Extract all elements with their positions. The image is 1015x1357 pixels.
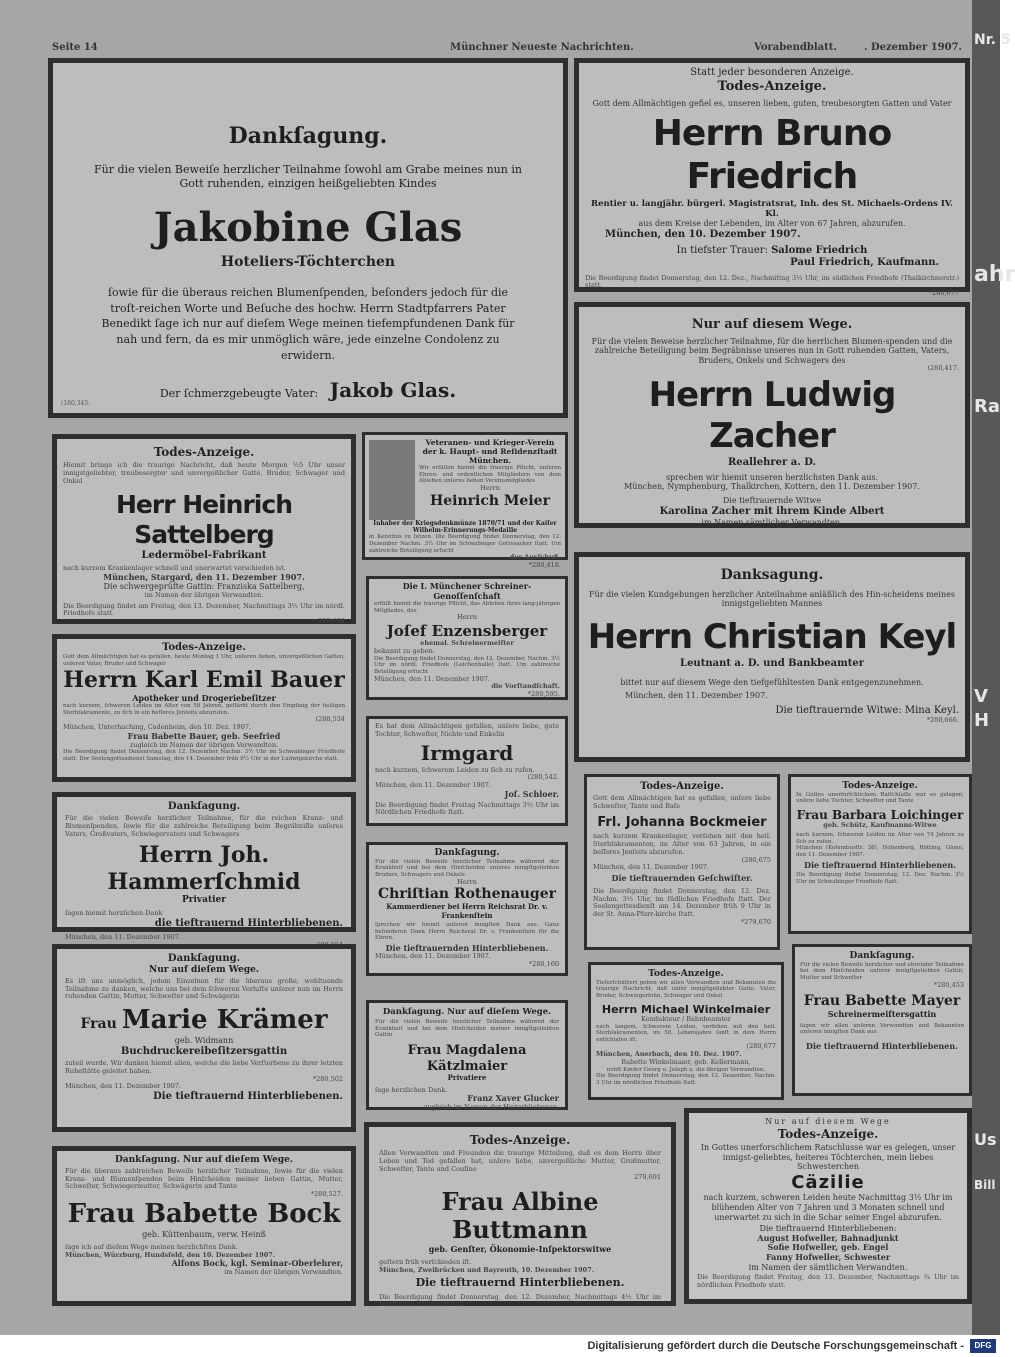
notice-intro: Es iſt uns unmöglich, jedem Einzelnen für die überaus große, wohltuende Teilnahme zu danken, welche uns bei dem ſchweren Verluſte unſerer nun im Herrn ruhenden Gattin, Mutter, Schweſter und Schwägerin: [65, 976, 343, 1001]
notice-line: nach langem, ſchwerem Leiden, verſehen mit den heil. Sterbſakramenten, im 58. Lebensjahre ſanft in dem Herrn entſchlafen iſt.: [596, 1023, 776, 1043]
burial-info: in Kenntnis zu ſetzen. Die Beerdigung findet Donnerstag, den 12. Dezember Nachm. 3½ Uhr im Schwabinger Gottesacker ſtatt. Um zahlreiche Beteiligung erſucht: [369, 534, 561, 554]
notice-jakobine-glas: [48, 58, 568, 418]
ad-code: *280,595.: [527, 690, 560, 699]
notice-line: aus dem Kreise der Lebenden, im Alter von 67 Jahren, abzurufen.: [638, 218, 906, 228]
mourner-name: Die tieftrauernde Witwe: Mina Keyl.: [775, 704, 959, 716]
notice-ludwig-zacher: [574, 302, 970, 528]
ad-code: (280,534: [315, 715, 345, 724]
page-number: Seite 14: [52, 42, 98, 53]
notice-line: zuteil wurde. Wir danken hiemit allen, welche die liebe Verſtorbene zu ihrer letzten Ruheſtätte geleitet haben.: [65, 1058, 343, 1075]
mourner-name: Sofie Hofweller, geb. Engel: [767, 1242, 889, 1253]
mourners-label: Die tieftrauernden Geſchwiſter.: [611, 873, 753, 884]
notice-line: im Namen der übrigen Verwandten.: [224, 1267, 343, 1276]
notice-title: Nur auf diesem Wege.: [691, 317, 853, 332]
deceased-name: Herrn Bruno Friedrich: [652, 113, 892, 198]
mourners-label: Die tieftrauernd Hinterbliebenen:: [759, 1224, 897, 1234]
notice-line: im Namen sämtlicher Verwandten.: [701, 517, 843, 527]
notice-line: nach kurzem Krankenlager, verſehen mit den heil. Sterbſakramenten, im Alter von 63 Jahren, in ein beſſeres Jenſeits abzurufen.: [593, 832, 771, 856]
mourners-label: In tiefster Trauer:: [676, 244, 768, 256]
notice-magdalena-kaetzlmaier: [366, 1000, 568, 1110]
notice-title: Dankſagung.: [228, 123, 388, 149]
mourner-name: Alfons Bock, kgl. Seminar-Oberlehrer,: [171, 1258, 343, 1269]
deceased-name: Frl. Johanna Bockmeier: [597, 814, 767, 830]
association-name: Die I. Münchener Schreiner-Genoſſenſchaft: [402, 581, 532, 601]
notice-intro: In Gottes unerforſchlichem Ratſchluſſe war es gelegen, unſere liebe Tochter, Schweſter und Tante: [796, 791, 964, 805]
notice-text-column: [419, 438, 561, 520]
deceased-title: Privatier: [181, 895, 227, 906]
notice-body: ſowie für die überaus reichen Blumenſpenden, beſonders jedoch für die troſt-reichen Worte und Beſuche des hochw. Herrn Stadtpfarrers Pater Benedikt ſage ich nur auf dieſem Wege meinen tiefempfundenen Dank für nah und fern, da es mir unmöglich wäre, jede einzelne Condolenz zu erwidern.: [101, 285, 515, 363]
deceased-name-line: [65, 1005, 343, 1036]
deceased-name: Heinrich Meier: [430, 492, 550, 509]
mourner-name: Paul Friedrich, Kaufmann.: [790, 256, 939, 268]
edge-text: Ra: [974, 396, 1001, 417]
ad-code: *280,527.: [310, 1190, 343, 1199]
notice-line: bekannt zu geben.: [374, 646, 435, 655]
dfg-logo: DFG: [970, 1339, 996, 1353]
notice-intro: Für die vielen Beweiſe herzlicher Teilnahme während der Krankheit und bei dem Hinſcheiden meiner innigſtgeliebten Gattin: [375, 1019, 559, 1039]
ad-code: 280,664: [318, 617, 345, 626]
notice-intro: Für die vielen Beweiſe herzlicher und ehrender Teilnahme bei dem Hinſcheiden unſerer innigſtgeliebten Gattin, Mutter und Schweſter: [800, 961, 964, 981]
mourners-label: Die tieftrauernde Witwe: [722, 495, 822, 505]
ad-code: (280,542.: [527, 773, 559, 782]
notice-intro: Es hat dem Allmächtigen gefallen, unſere liebe, gute Tochter, Schweſter, Nichte und Enkelin: [375, 722, 559, 738]
deceased-name: Frau Barbara Loichinger: [796, 807, 964, 822]
notice-line: bittet nur auf diesem Wege den tiefgefühltesten Dank entgegenzunehmen.: [620, 677, 924, 687]
burial-info: Die Beerdigung findet Donnerstag, den 12. Dezember, Nachm. 3½ Uhr im nördl. Friedhofe (Leichenhalle) ſtatt. Um zahlreiche Beteiligung erſucht: [374, 655, 560, 675]
notice-place-date: München, Unterhaching, Cadenheim, den 10. Dez. 1907.: [63, 723, 252, 732]
notice-title: Dankſagung. Nur auf dieſem Wege.: [114, 1155, 294, 1165]
burial-info: Die Beerdigung findet Donnerstag, den 12. Dezember Nachm. 3½ Uhr im Schwabinger Friedhofe statt. Der Seelengottesdienst Samstag, den 14. Dezember früh 9½ Uhr in der Ludwigskirche statt.: [63, 749, 345, 762]
notice-josef-enzensberger: [366, 576, 568, 700]
mourners-label: Die tieftrauernd Hinterbliebenen.: [806, 1040, 958, 1051]
deceased-title: ehemal. Schreinermeiſter: [420, 639, 514, 648]
notice-line: nach kurzem Krankenlager schnell und unerwartet verschieden ist.: [63, 563, 286, 572]
burial-info: Die Beerdigung findet Donnerstag, 12. Dez. Nachm. 3½ Uhr im Schwabinger Friedhofe ſtatt.: [796, 872, 964, 885]
notice-intro: erfüllt hiemit die traurige Pflicht, das Ableben ihres lang-jährigen Mitgliedes, des: [374, 601, 560, 614]
notice-intro: Für die vielen Beweiſe herzlicher Teilnahme ſowohl am Grabe meines nun in Gott ruhenden, einzigen heißgeliebten Kindes: [94, 163, 522, 190]
notice-line: ſage herzlichen Dank.: [375, 1085, 448, 1094]
deceased-birth-name: geb. Widmann: [174, 1036, 234, 1046]
edge-text: Bill: [974, 1178, 996, 1192]
burial-info: Die Beerdigung findet Donnerstag, den 12. Dezember, Nachmittags 4½ Uhr im nördlichen Friedhofe ſtatt.: [379, 1292, 661, 1309]
burial-info: Die Beerdigung findet Donnerstag, den 12. Dezember, Nachm. 3 Uhr im nördlichen Friedhofe ſtatt.: [596, 1073, 776, 1086]
notice-place-date: München, den 11. Dezember 1907.: [625, 691, 768, 701]
deceased-name: Marie Krämer: [121, 1005, 328, 1036]
deceased-title: Schreinermeiſtersgattin: [827, 1009, 937, 1020]
notice-albine-buttmann: [364, 1122, 676, 1309]
notice-christian-rothenauger: [366, 842, 568, 976]
deceased-birth-name: geb. Küttenbaum, verw. Heinß: [142, 1230, 266, 1240]
deceased-name: Herrn Karl Emil Bauer: [63, 667, 345, 694]
notice-barbara-loichinger: [788, 774, 972, 934]
notice-intro: Für die vielen Kundgebungen herzlicher Anteilnahme anläßlich des Hin-scheidens meines innigstgeliebten Mannes: [589, 589, 955, 609]
ad-code: (280,675: [741, 855, 771, 864]
deceased-title: Rentier u. langjähr. bürgerl. Magistratsrat, Inh. des St. Michaels-Ordens IV. Kl.: [591, 198, 953, 219]
notice-heinrich-meier: [362, 432, 568, 569]
deceased-name: Herrn Ludwig Zacher: [648, 375, 896, 456]
notice-intro: Gott dem Allmächtigen hat es gefallen, heute Montag 1 Uhr, unſeren lieben, unvergeßlichen Gatten, unſeren Vater, Bruder und Schwager: [63, 654, 345, 667]
burial-info: Die Beerdigung findet am Freitag, den 13. Dezember, Nachmittags 3½ Uhr im nördl. Friedhofe statt.: [63, 601, 345, 618]
notice-intro: Allen Verwandten und Freunden die traurige Mitteilung, daß es dem Herrn über Leben und Tod gefallen hat, unſere liebe, unvergeßliche Mutter, Großmutter, Schweſter, Tante und Couſine: [379, 1149, 661, 1173]
notice-babette-mayer: [792, 944, 972, 1096]
mourner-name: Fanny Hofweller, Schwester: [765, 1251, 891, 1262]
deceased-title: Reallehrer a. D.: [727, 456, 816, 468]
notice-place-date: München, den 11. Dezember 1907.: [65, 1082, 181, 1091]
notice-line: ſprechen wir hiemit unſeren innigſten Dank aus. Ganz beſonderen Dank Herrn Reichsrat Dr. v. Frankenſtein für die Ehren.: [375, 921, 559, 942]
notice-line: nach kurzem, ſchweren Leiden im Alter von 58 Jahren, geſtärkt durch den Empfang der heiligen Sterbſakramente, zu ſich in ein beſſeres Jenſeits abzurufen.: [63, 703, 345, 716]
deceased-title: Privatiere: [447, 1073, 487, 1083]
deceased-title: geb. Genſter, Ökonomie-Inſpektorswitwe: [428, 1244, 612, 1255]
notice-intro: Gott dem Allmächtigen hat es gefallen, unſere liebe Schweſter, Tante und Baſe: [593, 794, 771, 810]
notice-heinrich-sattelberg: [52, 434, 356, 624]
notice-line: zugleich im Namen der Hinterbliebenen.: [424, 1102, 559, 1111]
deceased-name: Herrn Michael Winkelmaier: [601, 1002, 771, 1016]
signatory: die Vorſtandſchaft.: [491, 682, 560, 691]
burial-info: Die Beerdigung findet Freitag, den 13. Dezember, Nachmittags ¾ Uhr im nördlichen Friedhofe statt.: [697, 1273, 959, 1289]
deceased-title: Inhaber der Kriegsdenkmünze 1870/71 und der Kaiſer Wilhelm-Erinnerungs-Medaille: [373, 520, 557, 535]
signature-line: [93, 378, 523, 402]
notice-intro: Gott dem Allmächtigen gefiel es, unseren lieben, guten, treubesorgten Gatten und Vater: [592, 98, 952, 108]
notice-caezilie: [684, 1108, 972, 1304]
notice-title: Dankſagung.: [167, 801, 241, 812]
ad-code: *280,453: [933, 980, 964, 989]
mourner-name: Die schwergeprüfte Gattin: Franziska Sattelberg,: [103, 582, 305, 592]
mourner-name: Salome Friedrich: [771, 244, 868, 256]
notice-title: Todes-Anzeige.: [153, 445, 255, 459]
deceased-title: Hoteliers-Töchterchen: [220, 253, 396, 270]
signatory: der Ausſchuß.: [509, 553, 561, 562]
ad-code: *280,160: [528, 960, 559, 969]
mourner-name: Karolina Zacher mit ihrem Kinde Albert: [659, 505, 885, 517]
notice-intro: Wir erfüllen hiemit die traurige Pflicht, unſeren Ehren- und ordentlichen Mitgliedern von dem Ableben unſeres lieben Vereinsmitgliedes: [419, 465, 561, 485]
notice-line: zugleich im Namen der übrigen Verwandten.: [129, 740, 279, 749]
newspaper-title: Münchner Neueste Nachrichten.: [450, 42, 634, 53]
notice-line: im Namen der sämtlichen Verwandten.: [748, 1262, 908, 1272]
notice-line: Herrn: [457, 613, 477, 622]
deceased-title: Buchdruckereibeſitzersgattin: [120, 1045, 288, 1057]
deceased-title: Ledermöbel-Fabrikant: [141, 549, 267, 561]
notice-place-date: München, Auerbach, den 10. Dez. 1907.: [596, 1050, 742, 1059]
notice-johanna-bockmeier: [584, 774, 780, 950]
notice-line: sprechen wir hiemit unseren herzlichsten Dank aus.: [665, 472, 879, 482]
notice-place-date: München (Kolumbusſtr. 38), Hohenberg, Rötting, Glonn, den 11. Dezember 1907.: [796, 845, 964, 858]
notice-place-date: München, Stargard, den 11. Dezember 1907.: [103, 571, 305, 582]
deceased-title: Kammerdiener bei Herrn Reichsrat Dr. v. Frankenſtein: [386, 902, 548, 920]
notice-marie-kraemer: [52, 944, 356, 1132]
deceased-title: Apotheker und Drogeriebeſitzer: [132, 692, 276, 703]
notice-line: im Namen der übrigen Verwandten.: [144, 590, 264, 599]
notice-subtitle: Nur auf dieſem Wege.: [149, 965, 259, 975]
mourners-line: [585, 245, 959, 257]
deceased-name: Herr Heinrich Sattelberg: [115, 489, 292, 549]
association-name: Veteranen- und Krieger-Verein der k. Haupt- und Reſidenzſtadt München.: [422, 438, 558, 465]
notice-place-date: München, den 11. Dezember 1907.: [593, 863, 709, 872]
deceased-name: Frau Babette Mayer: [803, 993, 961, 1010]
notice-title: Dankſagung.: [167, 953, 241, 964]
deceased-name: Herrn Christian Keyl: [587, 616, 957, 657]
notice-intro: Für die vielen Beweiſe herzlicher Teilnahme während der Krankheit und bei dem Hinſcheiden unſeres innigſtgeliebten Bruders, Schwagers und Onkels: [375, 858, 559, 878]
deceased-name: Herrn Joh. Hammerſchmid: [107, 842, 301, 895]
mourner-name: Joſ. Schloer.: [504, 788, 559, 799]
notice-line: ſagen hiemit herzlichen Dank: [65, 908, 163, 917]
deceased-title: geb. Schütz, Kaufmanns-Witwe: [823, 821, 937, 830]
ad-code: (180,345.: [61, 399, 91, 407]
notice-title: Danksagung.: [720, 567, 824, 583]
edge-text: H: [974, 710, 990, 731]
deceased-name: Frau Babette Bock: [67, 1198, 341, 1229]
notice-place-date: München, den 11. Dezember 1907.: [374, 674, 490, 683]
veterans-emblem-icon: [369, 440, 415, 520]
mourner-name: Frau Babette Bauer, geb. Seefried: [127, 730, 281, 741]
notice-michael-winkelmaier: [588, 962, 784, 1100]
edition-label: Vorabendblatt.: [754, 42, 837, 53]
mourner-name: Franz Xaver Glucker: [467, 1093, 559, 1104]
mourners-label: Die tieftrauernden Hinterbliebenen.: [385, 942, 549, 953]
ad-code: *280,677: [928, 289, 959, 298]
notice-line: geſtern früh verſchieden iſt.: [379, 1257, 472, 1266]
mourners-label: die tieftrauernd Hinterbliebenen.: [154, 917, 343, 929]
funding-note: Digitalisierung gefördert durch die Deutsche Forschungsgemeinschaft -: [587, 1340, 964, 1352]
notice-place-date: München, Nymphenburg, Thalkirchen, Kottern, den 11. Dezember 1907.: [624, 482, 920, 492]
deceased-title: Leutnant a. D. und Bankbeamter: [680, 657, 864, 669]
issue-date: . Dezember 1907.: [864, 42, 963, 53]
edge-text: V: [974, 686, 988, 707]
mourner-name: August Hofweller, Bahnadjunkt: [757, 1232, 899, 1243]
notice-line: ſage ich auf dieſem Wege meinen herzlichſten Dank.: [65, 1242, 238, 1251]
deceased-name: Frau Magdalena Kätzlmaier: [407, 1042, 527, 1074]
notice-intro: Für die überaus zahlreichen Beweiſe herzlicher Teilnahme, ſowie für die vielen Kranz- und Blumenſpenden beim Hinſcheiden meiner lieben Gattin, Mutter, Schweſter, Schwiegermutter, Schwägerin und Tante: [65, 1166, 343, 1191]
ad-code: 279,691: [634, 1172, 661, 1181]
notice-title: Dankſagung.: [434, 848, 500, 858]
notice-babette-bock: [52, 1146, 356, 1306]
notice-intro: Für die vielen Beweise herzlicher Teilnahme, für die herrlichen Blumen-spenden und die zahlreiche Beteiligung beim Begräbnisse unseres nun in Gott ruhenden Gatten, Vaters, Bruders, Onkels und Schwagers des: [591, 336, 953, 365]
notice-header: Nur auf diesem Wege: [765, 1117, 891, 1126]
notice-christian-keyl: [574, 552, 970, 762]
notice-row: [369, 438, 561, 520]
digitization-footer: [0, 1335, 1000, 1357]
notice-intro: Für die vielen Beweiſe herzlicher Teilnahme, für die reichen Kranz- und Blumenſpenden, ſowie für die zahlreiche Beteiligung beim Begräbniſſe unſeres Vaters, Großvaters, Schwiegervaters und Schwagers: [65, 814, 343, 838]
notice-place-date: München, den 11. Dezember 1907.: [65, 932, 181, 941]
notice-title: Dankſagung.: [849, 951, 915, 961]
notice-irmgard: [366, 716, 568, 826]
notice-karl-emil-bauer: [52, 634, 356, 782]
mourners-label: Die tieftrauernd Hinterbliebenen.: [153, 1091, 343, 1103]
notice-bruno-friedrich: [574, 58, 970, 298]
notice-place-date: München, den 11. Dezember 1907.: [375, 952, 491, 961]
notice-place-date: München, Würzburg, Hundsfeld, den 10. Dezember 1907.: [65, 1250, 276, 1259]
notice-title: Todes-Anzeige.: [777, 1126, 879, 1141]
signature-prefix: Der ſchmerzgebeugte Vater:: [159, 387, 319, 401]
notice-intro: Hiemit bringe ich die traurige Nachricht, daß heute Morgen ½5 Uhr unser innigstgeliebter, treubesorgter und unvergeßlicher Gatte, Bruder, Schwager und Onkel: [63, 461, 345, 485]
ad-code: *279,670: [740, 917, 771, 926]
edge-text: Nr. 5: [974, 32, 1011, 48]
mourners-label: Die tieftrauernd Hinterbliebenen.: [804, 859, 956, 870]
burial-info: Die Beerdigung findet Donnerstag, den 12. Dez. Nachm. 3½ Uhr, im ſüdlichen Friedhofe ſtatt. Der Seelengottesdienſt am 14. Dezember früh 9 Uhr in der St. Anna-Pfarr-kirche ſtatt.: [593, 886, 771, 919]
deceased-name: Joſef Enzensberger: [386, 622, 548, 641]
notice-title: Dankſagung. Nur auf dieſem Wege.: [382, 1007, 552, 1017]
deceased-name: Chriſtian Rothenauger: [378, 886, 556, 903]
burial-info: Die Beerdigung findet Freitag Nachmittags 3½ Uhr im Nördlichen Friedhofe ſtatt.: [375, 800, 559, 817]
notice-title: Todes-Anzeige.: [717, 79, 827, 94]
burial-info: Die Beerdigung findet Donnerstag, den 12. Dez., Nachmittag 3½ Uhr, im südlichen Friedhofe (Thalkirchnerstr.) statt.: [585, 273, 959, 290]
notice-place-date: München, den 11. Dezember 1907.: [375, 781, 491, 790]
ad-code: (280,417.: [927, 364, 959, 373]
notice-intro: Tieferſchüttert geben wir allen Verwandten und Bekannten die traurige Nachricht, daß unſer innigſtgeliebter Gatte, Vater, Bruder, Schwiegerſohn, Schwager und Onkel: [596, 979, 776, 999]
ad-code: (280,677: [746, 1042, 776, 1051]
ad-code: *280,666.: [926, 715, 959, 724]
notice-title: Todes-Anzeige.: [162, 642, 246, 653]
notice-joh-hammerschmid: [52, 792, 356, 941]
deceased-prefix: Frau: [80, 1016, 117, 1033]
notice-title: Todes-Anzeige.: [842, 781, 918, 791]
notice-line: Herrn: [457, 877, 477, 886]
notice-line: nebſt Kinder Georg u. Joſeph u. die übrigen Verwandten.: [606, 1066, 766, 1073]
notice-intro: In Gottes unerforschlichem Ratschlusse war es gelegen, unser innigst-geliebtes, heiteres Töchterchen, mein liebes Schwesterchen: [700, 1142, 956, 1172]
deceased-name: Jakobine Glas: [153, 203, 463, 251]
ad-code: *280,502: [312, 1074, 343, 1083]
notice-line: ſagen wir allen unſeren Verwandten und Bekannten unſeren innigſten Dank aus.: [800, 1022, 964, 1036]
edge-text: ahr: [974, 262, 1015, 287]
deceased-name: Irmgard: [420, 740, 514, 765]
deceased-name: Frau Albine Buttmann: [441, 1186, 599, 1245]
notice-title: Todes-Anzeige.: [648, 969, 724, 979]
notice-line: nach kurzem, ſchwerem Leiden zu ſich zu rufen.: [375, 765, 535, 774]
notice-place-date: München, den 10. Dezember 1907.: [605, 228, 801, 240]
signature-name: Jakob Glas.: [329, 378, 457, 403]
notice-place-date: München, Zweibrücken und Bayreuth, 10. Dezember 1907.: [379, 1265, 594, 1274]
deceased-name: Cäzilie: [791, 1171, 865, 1193]
ad-code: *280,418.: [528, 560, 561, 569]
mourner-name: Babette Winkelmaier, geb. Kellermann,: [621, 1057, 751, 1066]
deceased-title: Kondukteur / Bahnbeamter: [641, 1014, 731, 1023]
notice-title: Todes-Anzeige.: [469, 1133, 571, 1147]
mourners-label: Die tieftrauernd Hinterbliebenen.: [415, 1276, 625, 1290]
notice-line: nach kurzem, schweren Leiden heute Nachmittag 3½ Uhr im blühenden Alter von 7 Jahren und 3 Monaten schnell und unerwartet zu sich in die Schar seiner Engel abzurufen.: [703, 1193, 953, 1222]
notice-title: Todes-Anzeige.: [640, 781, 724, 792]
notice-line: nach kurzem, ſchweren Leiden im Alter von 74 Jahren zu ſich zu rufen.: [796, 832, 964, 845]
edge-text: Us: [974, 1130, 997, 1149]
notice-line: Herrn: [480, 483, 500, 492]
notice-line: Statt jeder besonderen Anzeige.: [690, 67, 854, 78]
